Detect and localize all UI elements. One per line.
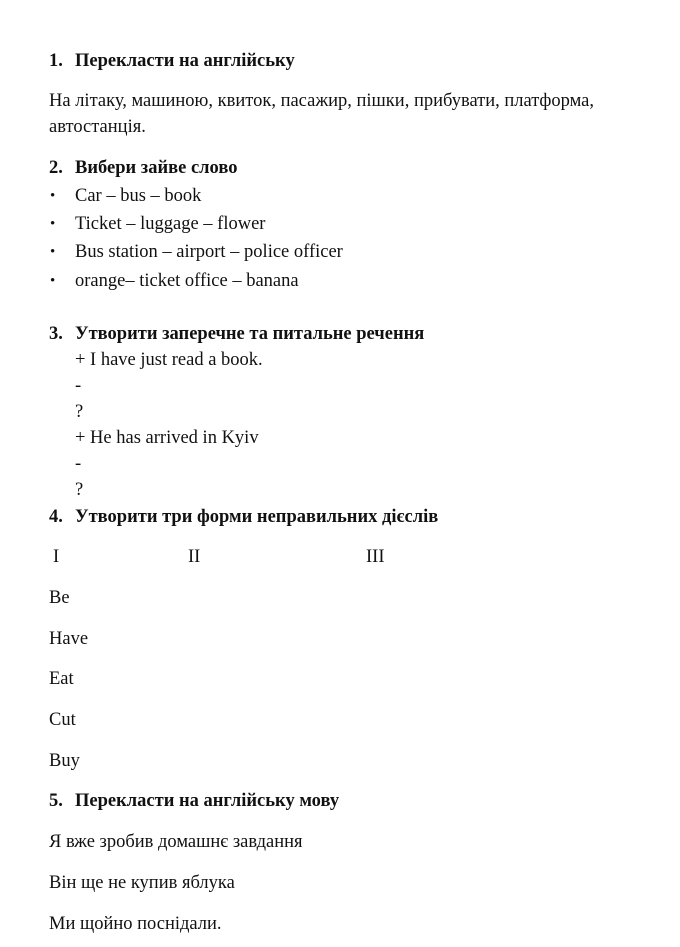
task5-sentence-1: Я вже зробив домашнє завдання xyxy=(49,832,303,852)
task3-line-question-2: ? xyxy=(75,480,84,500)
task3-heading xyxy=(49,325,424,344)
task3-heading-text: Утворити заперечне та питальне речення xyxy=(75,324,425,344)
verb-have: Have xyxy=(49,629,89,649)
task1-number: 1. xyxy=(49,51,63,71)
bullet-icon: • xyxy=(50,188,56,204)
task3-line-positive-1: + I have just read a book. xyxy=(75,350,263,370)
column-header-iii: III xyxy=(366,547,385,567)
list-item: Car – bus – book xyxy=(75,186,202,206)
task4-heading-text: Утворити три форми неправильних дієслів xyxy=(75,507,439,527)
task1-text-line2: автостанція. xyxy=(49,117,146,137)
task4-heading xyxy=(49,508,438,527)
task2-heading xyxy=(49,159,237,178)
task3-line-positive-2: + He has arrived in Kyiv xyxy=(75,428,259,448)
task1-heading xyxy=(49,52,295,71)
task5-heading xyxy=(49,792,339,811)
task2-number: 2. xyxy=(49,158,63,178)
task5-heading-text: Перекласти на англійську мову xyxy=(75,791,340,811)
list-item: Bus station – airport – police officer xyxy=(75,242,343,262)
task3-line-question-1: ? xyxy=(75,402,84,422)
task2-heading-text: Вибери зайве слово xyxy=(75,158,238,178)
task1-text-line1: На літаку, машиною, квиток, пасажир, пішки, прибувати, платформа, xyxy=(49,91,594,111)
verb-cut: Cut xyxy=(49,710,76,730)
task4-number: 4. xyxy=(49,507,63,527)
list-item: orange– ticket office – banana xyxy=(75,271,299,291)
bullet-icon: • xyxy=(50,273,56,289)
list-item: Ticket – luggage – flower xyxy=(75,214,266,234)
verb-buy: Buy xyxy=(49,751,80,771)
verb-be: Be xyxy=(49,588,70,608)
column-header-ii: II xyxy=(188,547,201,567)
column-header-i: I xyxy=(53,547,60,567)
task3-number: 3. xyxy=(49,324,63,344)
task1-heading-text: Перекласти на англійську xyxy=(75,51,295,71)
bullet-icon: • xyxy=(50,244,56,260)
task5-sentence-3: Ми щойно поснідали. xyxy=(49,914,222,934)
bullet-icon: • xyxy=(50,216,56,232)
task3-line-negative-1: - xyxy=(75,376,82,396)
task5-sentence-2: Він ще не купив яблука xyxy=(49,873,235,893)
verb-eat: Eat xyxy=(49,669,74,689)
task5-number: 5. xyxy=(49,791,63,811)
task3-line-negative-2: - xyxy=(75,454,82,474)
